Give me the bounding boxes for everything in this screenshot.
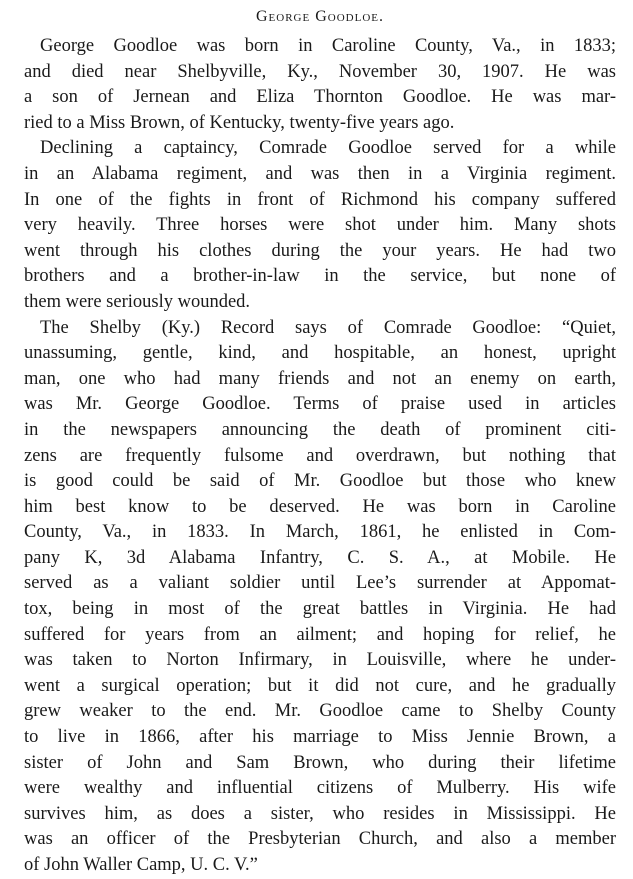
article-heading: George Goodloe. bbox=[256, 8, 384, 25]
text-line: County, Va., in 1833. In March, 1861, he enlisted in Com- bbox=[24, 522, 616, 543]
text-line: served as a valiant soldier until Lee’s surrender at Appomat- bbox=[24, 573, 616, 594]
document-page bbox=[24, 6, 616, 879]
text-line: in an Alabama regiment, and was then in a Virginia regiment. bbox=[24, 163, 616, 184]
text-line: him best know to be deserved. He was born in Caroline bbox=[24, 496, 616, 517]
text-line: ried to a Miss Brown, of Kentucky, twenty-five years ago. bbox=[24, 112, 455, 133]
text-line: grew weaker to the end. Mr. Goodloe came to Shelby County bbox=[24, 701, 616, 722]
text-line: a son of Jernean and Eliza Thornton Goodloe. He was mar- bbox=[24, 87, 616, 108]
text-line: is good could be said of Mr. Goodloe but those who knew bbox=[24, 471, 616, 492]
text-line: sister of John and Sam Brown, who during their lifetime bbox=[24, 752, 616, 773]
text-line: zens are frequently fulsome and overdrawn, but nothing that bbox=[24, 445, 616, 466]
text-line: was Mr. George Goodloe. Terms of praise used in articles bbox=[24, 394, 616, 415]
text-line: went through his clothes during the your years. He had two bbox=[24, 240, 616, 261]
text-line: Declining a captaincy, Comrade Goodloe served for a while bbox=[40, 138, 616, 159]
text-line: In one of the fights in front of Richmond his company suffered bbox=[24, 189, 616, 210]
text-line: was taken to Norton Infirmary, in Louisville, where he under- bbox=[24, 650, 616, 671]
text-line: in the newspapers announcing the death of prominent citi- bbox=[24, 419, 616, 440]
text-line: man, one who had many friends and not an enemy on earth, bbox=[24, 368, 616, 389]
paragraph bbox=[24, 136, 616, 315]
text-line: went a surgical operation; but it did not cure, and he gradually bbox=[24, 675, 616, 696]
text-line: suffered for years from an ailment; and hoping for relief, he bbox=[24, 624, 616, 645]
text-line: very heavily. Three horses were shot under him. Many shots bbox=[24, 215, 616, 236]
text-line: unassuming, gentle, kind, and hospitable, an honest, upright bbox=[24, 343, 616, 364]
text-line: tox, being in most of the great battles in Virginia. He had bbox=[24, 599, 616, 620]
paragraph bbox=[24, 34, 616, 136]
text-line: The Shelby (Ky.) Record says of Comrade Goodloe: “Quiet, bbox=[40, 317, 616, 338]
article-body bbox=[24, 34, 616, 879]
text-line: were wealthy and influential citizens of Mulberry. His wife bbox=[24, 778, 616, 799]
text-line: survives him, as does a sister, who resides in Mississippi. He bbox=[24, 803, 616, 824]
text-line: pany K, 3d Alabama Infantry, C. S. A., at Mobile. He bbox=[24, 547, 616, 568]
text-line: and died near Shelbyville, Ky., November 30, 1907. He was bbox=[24, 61, 616, 82]
text-line: brothers and a brother-in-law in the service, but none of bbox=[24, 266, 616, 287]
text-line: them were seriously wounded. bbox=[24, 291, 251, 312]
text-line: George Goodloe was born in Caroline County, Va., in 1833; bbox=[40, 36, 616, 56]
text-line: to live in 1866, after his marriage to Miss Jennie Brown, a bbox=[24, 727, 616, 748]
paragraph bbox=[24, 316, 616, 879]
text-line: of John Waller Camp, U. C. V.” bbox=[24, 855, 258, 875]
text-line: was an officer of the Presbyterian Church, and also a member bbox=[24, 829, 616, 850]
